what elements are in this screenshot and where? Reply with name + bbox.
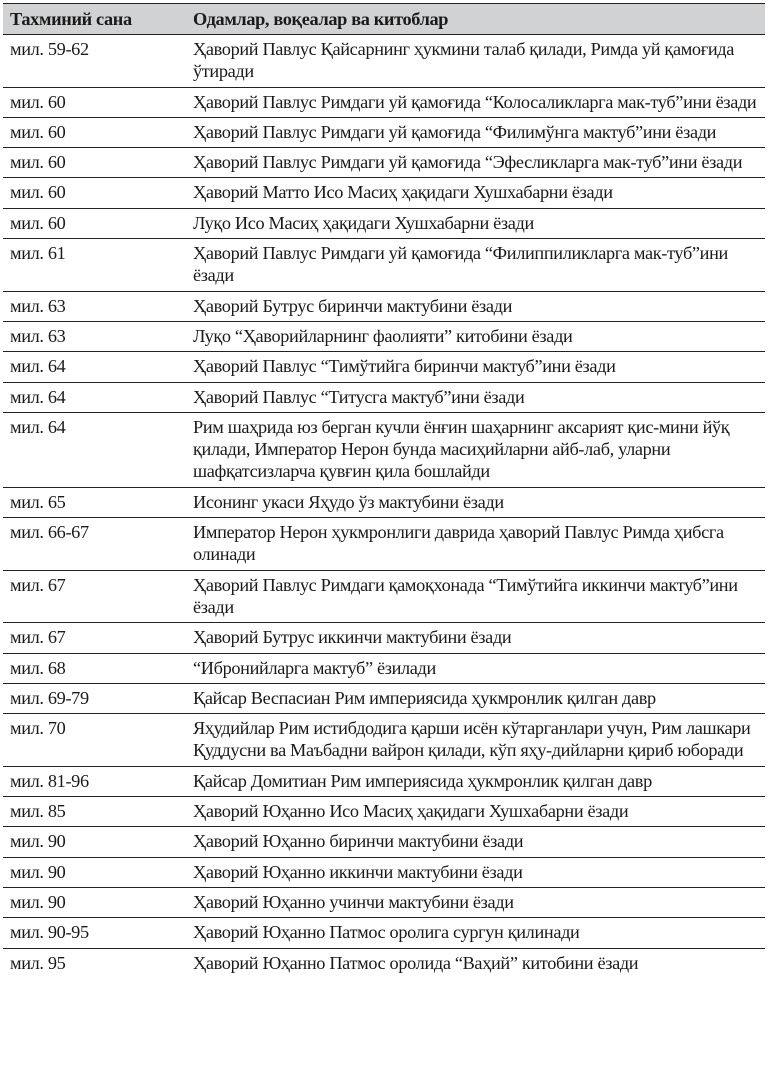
row-event: Ҳаворий Павлус “Титусга мактуб”ини ёзади [193, 386, 525, 407]
header-event: Одамлар, воқеалар ва китоблар [193, 9, 449, 29]
row-date: мил. 85 [10, 801, 66, 822]
row-date: мил. 67 [10, 627, 66, 648]
table-row [3, 683, 765, 713]
row-event: Ҳаворий Павлус Қайсарнинг ҳукмини талаб қилади, Римда уй қамоғида ўтиради [193, 39, 735, 82]
row-event: Ҳаворий Павлус Римдаги уй қамоғида “Филимўнга мактуб”ини ёзади [193, 121, 717, 142]
row-date: мил. 90 [10, 861, 66, 882]
table-row [3, 382, 765, 412]
row-date: мил. 64 [10, 416, 66, 437]
row-event: Яҳудийлар Рим истибдодига қарши исён кўтарганлари учун, Рим лашкари Қуддусни ва Маъбадни вайрон қилади, кўп яҳу-дийларни қириб юборади [193, 718, 751, 761]
table-row [3, 178, 765, 208]
table-row [3, 321, 765, 351]
row-event: Ҳаворий Матто Исо Масиҳ ҳақидаги Хушхабарни ёзади [193, 182, 613, 203]
table-row [3, 623, 765, 653]
table-row [3, 412, 765, 487]
table-row [3, 518, 765, 571]
row-event: Ҳаворий Павлус “Тимўтийга биринчи мактуб”ини ёзади [193, 356, 616, 377]
row-event: Ҳаворий Юҳанно биринчи мактубини ёзади [193, 831, 524, 852]
table-row [3, 291, 765, 321]
table-row [3, 857, 765, 887]
row-date: мил. 60 [10, 212, 66, 233]
row-date: мил. 66-67 [10, 522, 89, 543]
table-row [3, 714, 765, 767]
row-event: Ҳаворий Юҳанно Патмос оролига сургун қилинади [193, 922, 580, 943]
row-date: мил. 60 [10, 182, 66, 203]
table-row [3, 570, 765, 623]
row-event: Ҳаворий Павлус Римдаги уй қамоғида “Филиппиликларга мак-туб”ини ёзади [193, 243, 728, 286]
row-event: Ҳаворий Юҳанно учинчи мактубини ёзади [193, 891, 514, 912]
row-date: мил. 90 [10, 891, 66, 912]
table-row [3, 887, 765, 917]
row-event: Ҳаворий Павлус Римдаги уй қамоғида “Эфесликларга мак-туб”ини ёзади [193, 152, 743, 173]
table-row [3, 797, 765, 827]
row-event: Исонинг укаси Яҳудо ўз мактубини ёзади [193, 491, 504, 512]
table-row [3, 653, 765, 683]
table-row [3, 487, 765, 517]
table-row [3, 239, 765, 292]
header-row [3, 4, 765, 35]
row-date: мил. 81-96 [10, 770, 89, 791]
table-row [3, 918, 765, 948]
table-row [3, 87, 765, 117]
row-event: Қайсар Веспасиан Рим империясида ҳукмронлик қилган давр [193, 687, 656, 708]
row-date: мил. 60 [10, 91, 66, 112]
row-event: Луқо “Ҳаворийларнинг фаолияти” китобини ёзади [193, 325, 573, 346]
row-event: Ҳаворий Бутрус иккинчи мактубини ёзади [193, 627, 512, 648]
table-row [3, 208, 765, 238]
row-event: Ҳаворий Юҳанно Патмос оролида “Ваҳий” китобини ёзади [193, 952, 639, 973]
row-event: Ҳаворий Павлус Римдаги уй қамоғида “Колосаликларга мак-туб”ини ёзади [193, 91, 757, 112]
row-date: мил. 90-95 [10, 922, 89, 943]
row-date: мил. 59-62 [10, 39, 89, 59]
table-row [3, 352, 765, 382]
table-row [3, 948, 765, 978]
row-date: мил. 64 [10, 356, 66, 377]
row-date: мил. 63 [10, 295, 66, 316]
row-date: мил. 68 [10, 657, 66, 678]
row-date: мил. 95 [10, 952, 66, 973]
table-row [3, 148, 765, 178]
row-event: “Ибронийларга мактуб” ёзилади [193, 657, 436, 678]
table-row [3, 117, 765, 147]
row-date: мил. 69-79 [10, 687, 89, 708]
row-event: Император Нерон ҳукмронлиги даврида ҳаворий Павлус Римда ҳибсга олинади [193, 522, 724, 565]
timeline-table [3, 3, 765, 978]
table-header [3, 4, 765, 35]
row-date: мил. 61 [10, 243, 66, 264]
row-event: Ҳаворий Бутрус биринчи мактубини ёзади [193, 295, 513, 316]
table-row [3, 827, 765, 857]
row-date: мил. 70 [10, 718, 66, 739]
row-event: Ҳаворий Юҳанно Исо Масиҳ ҳақидаги Хушхабарни ёзади [193, 801, 629, 822]
table-row [3, 35, 765, 88]
row-event: Луқо Исо Масиҳ ҳақидаги Хушхабарни ёзади [193, 212, 534, 233]
row-date: мил. 67 [10, 574, 66, 595]
row-date: мил. 60 [10, 121, 66, 142]
row-date: мил. 60 [10, 152, 66, 173]
table-body [3, 35, 765, 978]
row-event: Қайсар Домитиан Рим империясида ҳукмронлик қилган давр [193, 770, 652, 791]
row-event: Рим шаҳрида юз берган кучли ёнғин шаҳарнинг аксарият қис-мини йўқ қилади, Император Нерон бунда масиҳийларни айб-лаб, уларни шафқатсизларча қувғин қила бошлайди [193, 416, 730, 482]
row-date: мил. 65 [10, 491, 66, 512]
row-date: мил. 90 [10, 831, 66, 852]
header-date: Тахминий сана [10, 9, 132, 29]
row-date: мил. 64 [10, 386, 66, 407]
row-event: Ҳаворий Юҳанно иккинчи мактубини ёзади [193, 861, 523, 882]
row-event: Ҳаворий Павлус Римдаги қамоқхонада “Тимўтийга иккинчи мактуб”ини ёзади [193, 574, 738, 617]
table-row [3, 766, 765, 796]
row-date: мил. 63 [10, 325, 66, 346]
